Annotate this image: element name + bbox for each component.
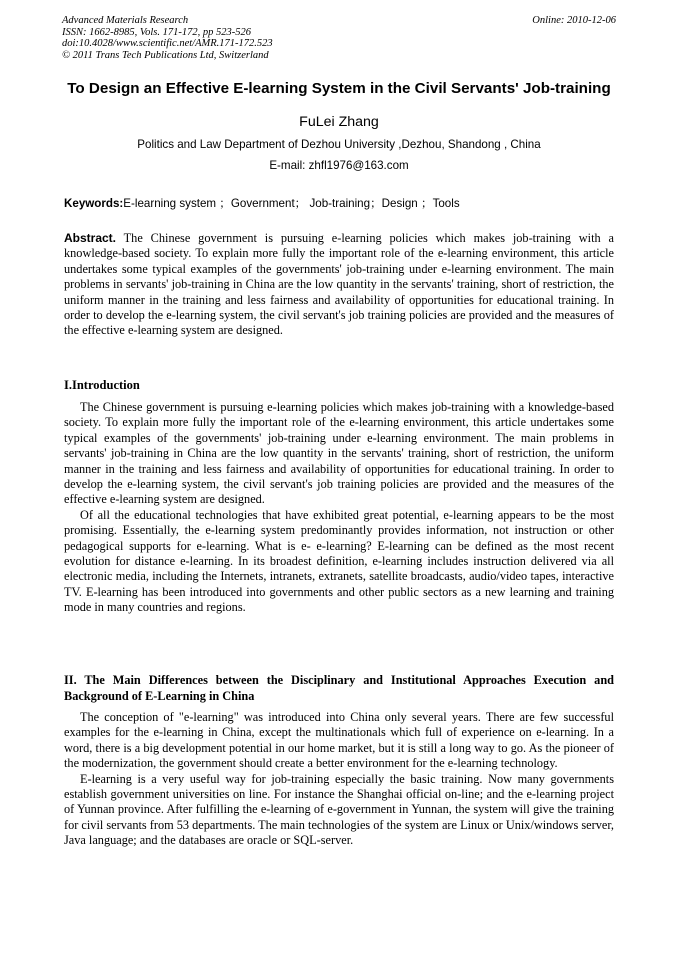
author-email: E-mail: zhfl1976@163.com: [269, 159, 409, 172]
keywords: [64, 195, 616, 211]
section-introduction: [64, 400, 614, 616]
abstract: [64, 231, 614, 339]
abstract-text: The Chinese government is pursuing e-learning policies which makes job-training with a knowledge-based society. To explain more fully the important role of the e-learning environment, this article undertakes some typical examples of the governments' job-training under e-learning environment. The main problems in servants' job-training in China are the low quantity in the servants' training, short of restriction, the uniform manner in the training and less fairness and availability of opportunities for educational training. In order to develop the e-learning system, the civil servant's job training policies are provided and the measures of the effective e-learning system are designed.: [64, 231, 614, 338]
author-affiliation: Politics and Law Department of Dezhou University ,Dezhou, Shandong , China: [137, 138, 541, 151]
journal-header: [62, 15, 616, 61]
abstract-paragraph: [64, 231, 614, 339]
section-heading-introduction: I.Introduction: [64, 378, 140, 392]
keywords-label: Keywords:: [64, 197, 124, 210]
paragraph: The Chinese government is pursuing e-learning policies which makes job-training with a knowledge-based society. To explain more fully the important role of the e-learning environment, this article undertakes some typical examples of the governments' job-training under e-learning environment. The main problems in servants' job-training in China are the low quantity in the servants' training, short of restriction, the uniform manner in the training and less fairness and availability of opportunities for educational training. In order to develop the e-learning system, the civil servant's job training policies are provided and the measures of the effective e-learning system are designed.: [64, 400, 614, 507]
doi-line: doi:10.4028/www.scientific.net/AMR.171-172.523: [62, 38, 273, 49]
paper-title: To Design an Effective E-learning System in the Civil Servants' Job-training: [67, 80, 611, 97]
paragraph: Of all the educational technologies that have exhibited great potential, e-learning appears to be the most promising. Essentially, the e-learning system predominantly provides information, not instruction or other pedagogical supports for e-learning. What is e- e-learning? E-learning can be defined as the most recent evolution for distance e-learning. In its broadest definition, e-learning includes instruction delivered via all electronic media, including the Internets, intranets, extranets, satellite broadcasts, audio/video tapes, interactive TV. E-learning has been introduced into governments and other public sectors as a new learning and training mode in many countries and regions.: [64, 507, 614, 615]
online-date: Online: 2010-12-06: [532, 15, 616, 26]
author-name: FuLei Zhang: [299, 114, 379, 130]
copyright-line: © 2011 Trans Tech Publications Ltd, Switzerland: [62, 49, 269, 61]
keywords-text: E-learning system ；Government； Job-training；Design ；Tools: [123, 197, 460, 210]
section-main-differences: [64, 710, 614, 849]
issn-line: ISSN: 1662-8985, Vols. 171-172, pp 523-526: [62, 26, 251, 38]
abstract-label: Abstract.: [64, 231, 117, 245]
paragraph: The conception of "e-learning" was introduced into China only several years. There are few successful examples for the e-learning in China, except the multinationals which full of experience on e-learning. In a word, there is a big development potential in our home market, but it is still a long way to go. As the pioneer of the modernization, the government should create a better environment for the e-learning technology.: [64, 710, 614, 771]
paragraph: E-learning is a very useful way for job-training especially the basic training. Now many governments establish government universities on line. For instance the Shanghai official on-line; and the e-learning project of Yunnan province. After fulfilling the e-learning of e-government in Yunnan, the system will give the training for civil servants from 53 departments. The main technologies of the system are Linux or Unix/windows server, Java language; and the databases are oracle or SQL-server.: [64, 771, 614, 848]
journal-name: Advanced Materials Research: [62, 15, 189, 26]
section-heading-main-differences: II. The Main Differences between the Disciplinary and Institutional Approaches Execution and Background of E-Learning in China: [64, 673, 614, 703]
